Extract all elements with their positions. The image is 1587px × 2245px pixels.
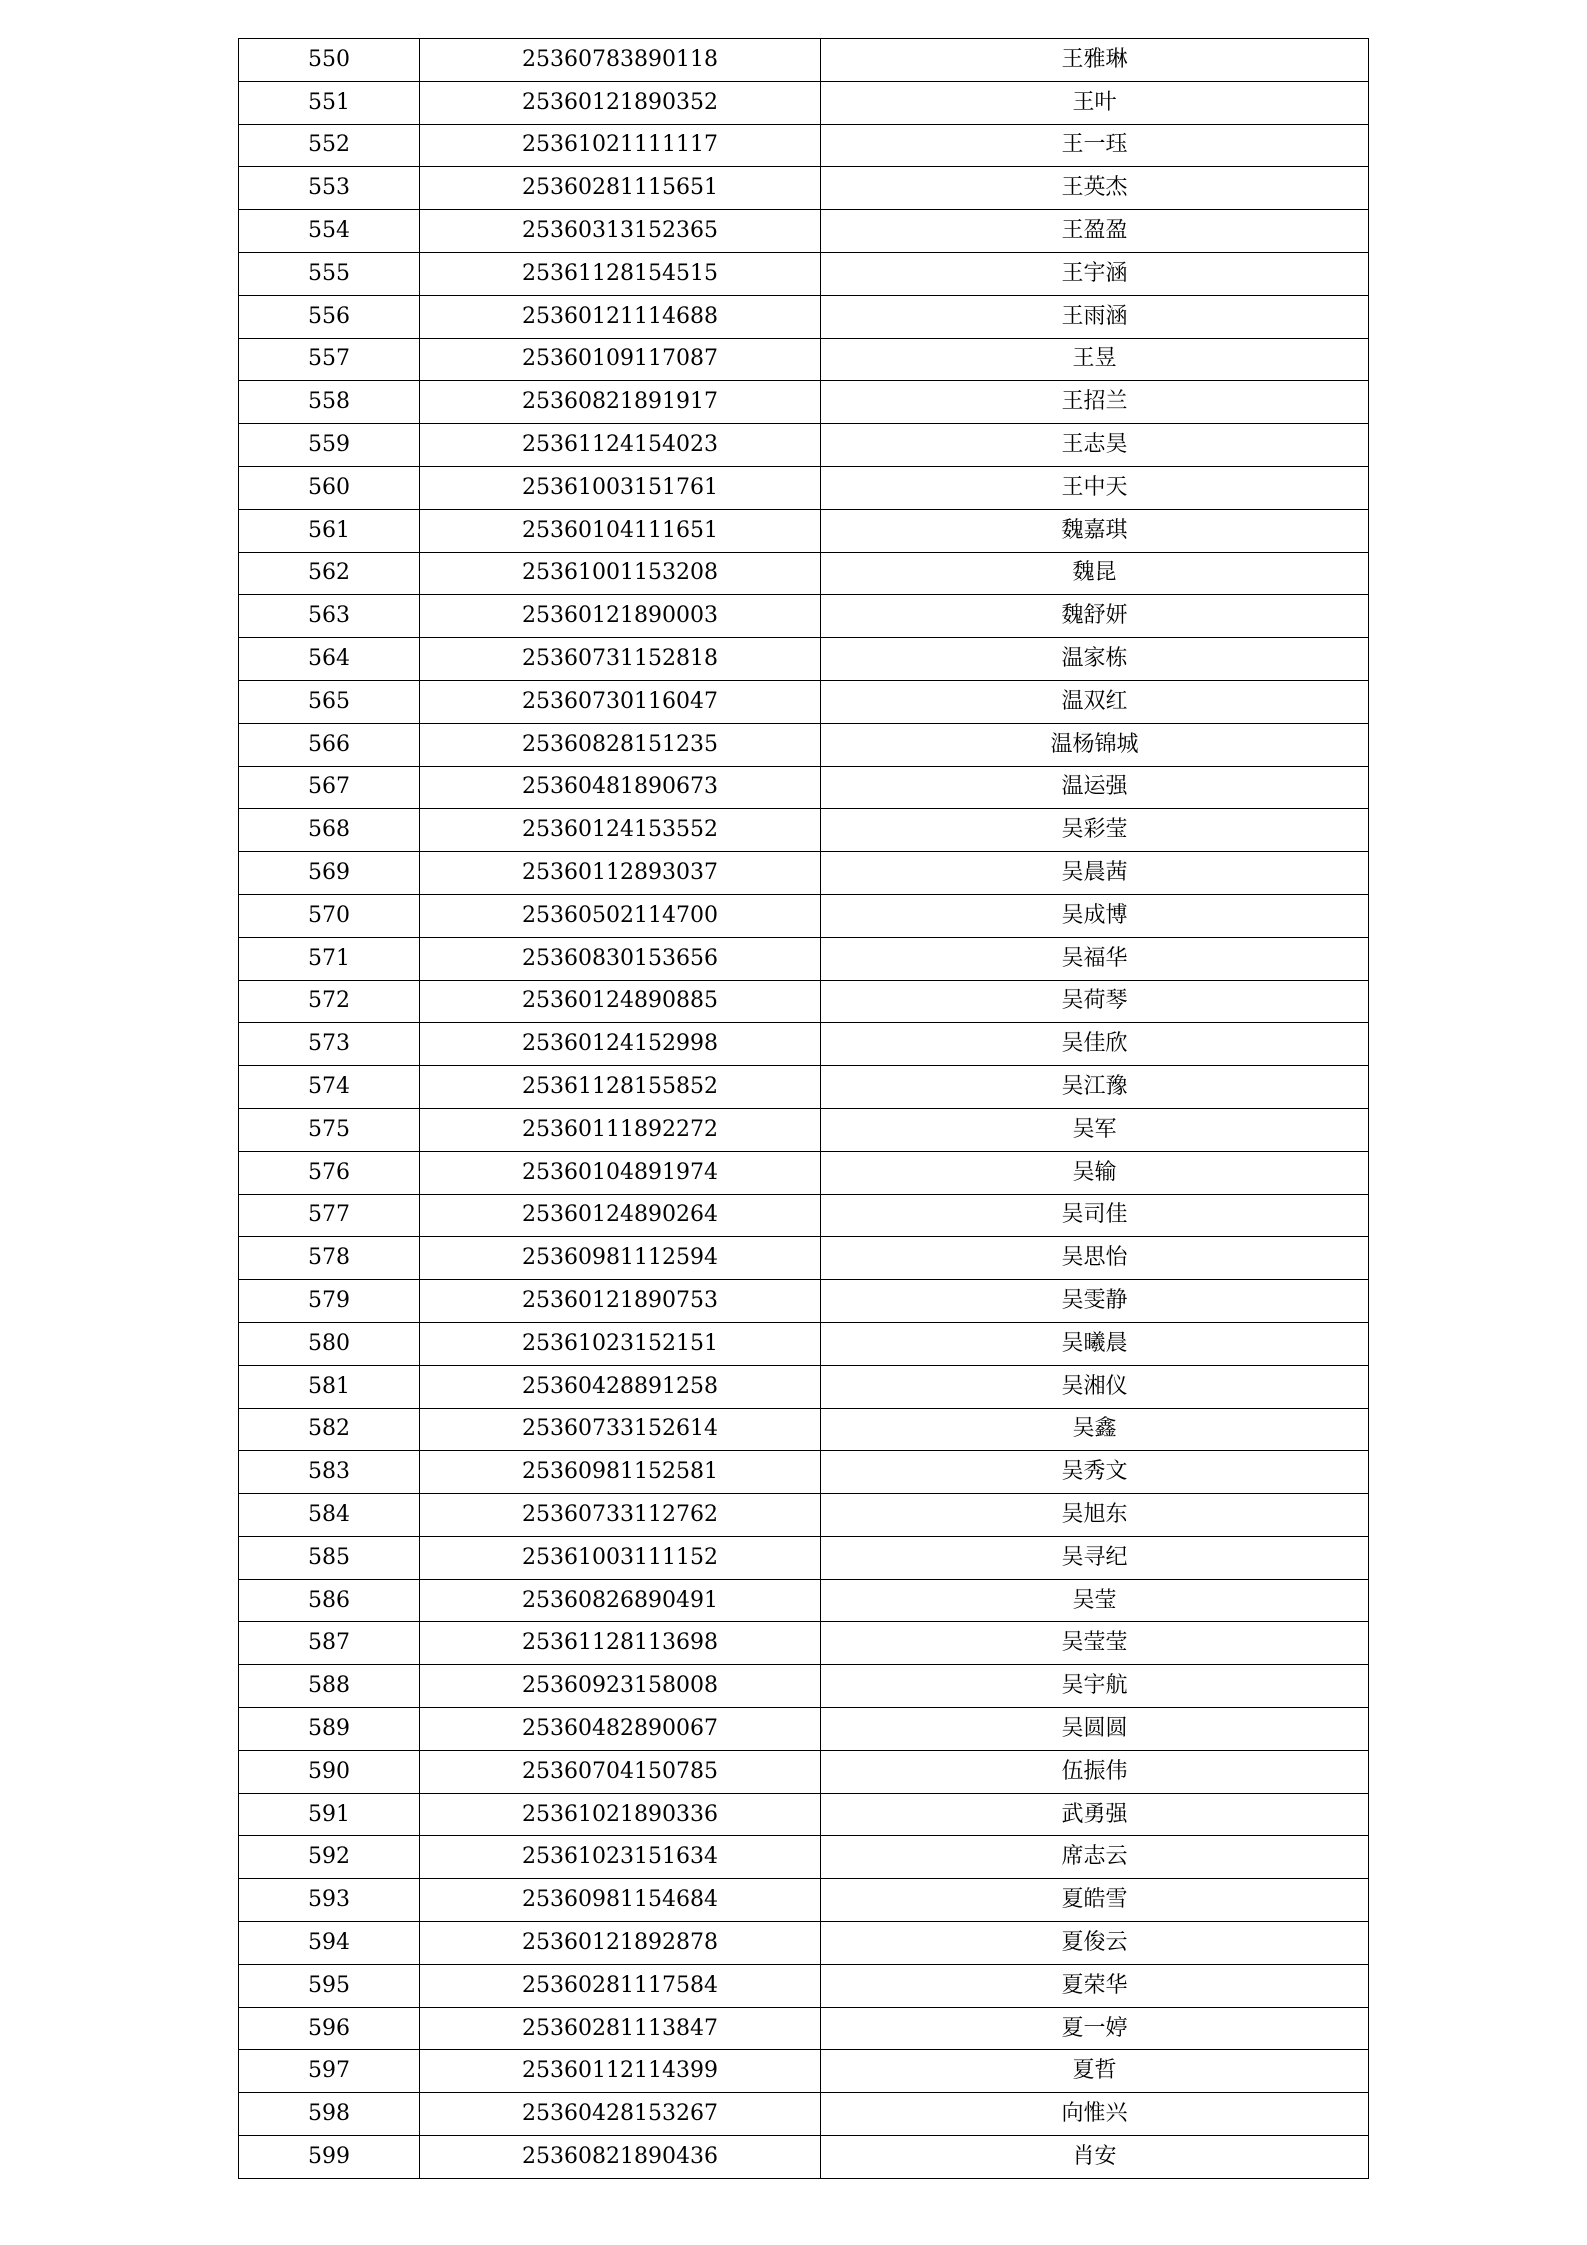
- row-number-cell: 570: [239, 894, 420, 937]
- candidate-name-cell: 吴荷琴: [821, 980, 1369, 1023]
- candidate-id-cell: 25360481890673: [420, 766, 821, 809]
- table-row: [239, 1194, 1369, 1237]
- roster-table: [238, 38, 1369, 2179]
- row-number-cell: 582: [239, 1408, 420, 1451]
- candidate-id-cell: 25360821890436: [420, 2136, 821, 2179]
- row-number-cell: 563: [239, 595, 420, 638]
- candidate-name-cell: 吴旭东: [821, 1494, 1369, 1537]
- candidate-name-cell: 席志云: [821, 1836, 1369, 1879]
- candidate-id-cell: 25360121890003: [420, 595, 821, 638]
- candidate-id-cell: 25361001153208: [420, 552, 821, 595]
- table-row: [239, 2136, 1369, 2179]
- row-number-cell: 561: [239, 509, 420, 552]
- row-number-cell: 584: [239, 1494, 420, 1537]
- row-number-cell: 575: [239, 1108, 420, 1151]
- candidate-name-cell: 温双红: [821, 680, 1369, 723]
- table-row: [239, 1365, 1369, 1408]
- candidate-name-cell: 吴寻纪: [821, 1536, 1369, 1579]
- candidate-id-cell: 25360104891974: [420, 1151, 821, 1194]
- table-row: [239, 552, 1369, 595]
- table-row: [239, 1622, 1369, 1665]
- table-row: [239, 1708, 1369, 1751]
- table-row: [239, 1665, 1369, 1708]
- candidate-name-cell: 吴思怡: [821, 1237, 1369, 1280]
- table-row: [239, 1408, 1369, 1451]
- row-number-cell: 571: [239, 937, 420, 980]
- row-number-cell: 578: [239, 1237, 420, 1280]
- candidate-name-cell: 伍振伟: [821, 1750, 1369, 1793]
- candidate-name-cell: 吴晨茜: [821, 852, 1369, 895]
- table-row: [239, 1494, 1369, 1537]
- candidate-name-cell: 夏一婷: [821, 2007, 1369, 2050]
- table-row: [239, 980, 1369, 1023]
- table-row: [239, 2093, 1369, 2136]
- row-number-cell: 590: [239, 1750, 420, 1793]
- candidate-name-cell: 王志昊: [821, 424, 1369, 467]
- row-number-cell: 580: [239, 1322, 420, 1365]
- table-row: [239, 1964, 1369, 2007]
- row-number-cell: 596: [239, 2007, 420, 2050]
- row-number-cell: 579: [239, 1280, 420, 1323]
- row-number-cell: 550: [239, 39, 420, 82]
- table-row: [239, 723, 1369, 766]
- candidate-id-cell: 25360281115651: [420, 167, 821, 210]
- row-number-cell: 599: [239, 2136, 420, 2179]
- candidate-name-cell: 王盈盈: [821, 210, 1369, 253]
- table-row: [239, 466, 1369, 509]
- row-number-cell: 597: [239, 2050, 420, 2093]
- candidate-id-cell: 25360313152365: [420, 210, 821, 253]
- table-row: [239, 766, 1369, 809]
- candidate-name-cell: 吴圆圆: [821, 1708, 1369, 1751]
- candidate-name-cell: 吴福华: [821, 937, 1369, 980]
- candidate-id-cell: 25360733112762: [420, 1494, 821, 1537]
- table-row: [239, 252, 1369, 295]
- candidate-id-cell: 25360109117087: [420, 338, 821, 381]
- row-number-cell: 593: [239, 1879, 420, 1922]
- row-number-cell: 591: [239, 1793, 420, 1836]
- row-number-cell: 552: [239, 124, 420, 167]
- candidate-id-cell: 25360981152581: [420, 1451, 821, 1494]
- candidate-id-cell: 25361023152151: [420, 1322, 821, 1365]
- row-number-cell: 557: [239, 338, 420, 381]
- row-number-cell: 567: [239, 766, 420, 809]
- row-number-cell: 577: [239, 1194, 420, 1237]
- candidate-id-cell: 25360923158008: [420, 1665, 821, 1708]
- candidate-name-cell: 吴湘仪: [821, 1365, 1369, 1408]
- candidate-name-cell: 王一珏: [821, 124, 1369, 167]
- row-number-cell: 555: [239, 252, 420, 295]
- candidate-id-cell: 25360981112594: [420, 1237, 821, 1280]
- candidate-id-cell: 25360731152818: [420, 638, 821, 681]
- row-number-cell: 592: [239, 1836, 420, 1879]
- row-number-cell: 564: [239, 638, 420, 681]
- candidate-name-cell: 吴莹莹: [821, 1622, 1369, 1665]
- table-row: [239, 1280, 1369, 1323]
- candidate-id-cell: 25361023151634: [420, 1836, 821, 1879]
- row-number-cell: 553: [239, 167, 420, 210]
- candidate-name-cell: 夏哲: [821, 2050, 1369, 2093]
- candidate-name-cell: 王雅琳: [821, 39, 1369, 82]
- candidate-id-cell: 25360730116047: [420, 680, 821, 723]
- table-row: [239, 1151, 1369, 1194]
- candidate-name-cell: 吴司佳: [821, 1194, 1369, 1237]
- candidate-name-cell: 吴江豫: [821, 1066, 1369, 1109]
- candidate-name-cell: 吴鑫: [821, 1408, 1369, 1451]
- table-row: [239, 81, 1369, 124]
- candidate-id-cell: 25360821891917: [420, 381, 821, 424]
- row-number-cell: 559: [239, 424, 420, 467]
- table-row: [239, 1836, 1369, 1879]
- table-row: [239, 1579, 1369, 1622]
- candidate-id-cell: 25361003151761: [420, 466, 821, 509]
- row-number-cell: 588: [239, 1665, 420, 1708]
- candidate-id-cell: 25360704150785: [420, 1750, 821, 1793]
- candidate-id-cell: 25361021111117: [420, 124, 821, 167]
- candidate-id-cell: 25361021890336: [420, 1793, 821, 1836]
- candidate-id-cell: 25360112114399: [420, 2050, 821, 2093]
- row-number-cell: 569: [239, 852, 420, 895]
- row-number-cell: 585: [239, 1536, 420, 1579]
- candidate-id-cell: 25360112893037: [420, 852, 821, 895]
- candidate-id-cell: 25360124153552: [420, 809, 821, 852]
- candidate-id-cell: 25361124154023: [420, 424, 821, 467]
- candidate-name-cell: 吴曦晨: [821, 1322, 1369, 1365]
- row-number-cell: 566: [239, 723, 420, 766]
- table-row: [239, 1237, 1369, 1280]
- candidate-name-cell: 王宇涵: [821, 252, 1369, 295]
- candidate-name-cell: 吴成博: [821, 894, 1369, 937]
- table-row: [239, 167, 1369, 210]
- table-row: [239, 937, 1369, 980]
- row-number-cell: 574: [239, 1066, 420, 1109]
- row-number-cell: 581: [239, 1365, 420, 1408]
- candidate-name-cell: 王叶: [821, 81, 1369, 124]
- table-row: [239, 509, 1369, 552]
- candidate-name-cell: 温运强: [821, 766, 1369, 809]
- candidate-id-cell: 25360121890352: [420, 81, 821, 124]
- candidate-id-cell: 25360121114688: [420, 295, 821, 338]
- candidate-id-cell: 25360121892878: [420, 1922, 821, 1965]
- table-row: [239, 381, 1369, 424]
- candidate-id-cell: 25360828151235: [420, 723, 821, 766]
- candidate-name-cell: 魏嘉琪: [821, 509, 1369, 552]
- row-number-cell: 560: [239, 466, 420, 509]
- candidate-name-cell: 吴军: [821, 1108, 1369, 1151]
- table-row: [239, 1750, 1369, 1793]
- candidate-name-cell: 夏荣华: [821, 1964, 1369, 2007]
- candidate-name-cell: 向惟兴: [821, 2093, 1369, 2136]
- table-row: [239, 809, 1369, 852]
- table-row: [239, 1023, 1369, 1066]
- table-row: [239, 124, 1369, 167]
- candidate-id-cell: 25361003111152: [420, 1536, 821, 1579]
- candidate-name-cell: 吴佳欣: [821, 1023, 1369, 1066]
- candidate-id-cell: 25360111892272: [420, 1108, 821, 1151]
- row-number-cell: 568: [239, 809, 420, 852]
- table-row: [239, 210, 1369, 253]
- row-number-cell: 556: [239, 295, 420, 338]
- candidate-id-cell: 25360482890067: [420, 1708, 821, 1751]
- candidate-name-cell: 肖安: [821, 2136, 1369, 2179]
- candidate-id-cell: 25360281117584: [420, 1964, 821, 2007]
- row-number-cell: 576: [239, 1151, 420, 1194]
- table-row: [239, 1322, 1369, 1365]
- candidate-name-cell: 王英杰: [821, 167, 1369, 210]
- candidate-name-cell: 王昱: [821, 338, 1369, 381]
- candidate-name-cell: 吴秀文: [821, 1451, 1369, 1494]
- row-number-cell: 594: [239, 1922, 420, 1965]
- row-number-cell: 558: [239, 381, 420, 424]
- candidate-id-cell: 25360124152998: [420, 1023, 821, 1066]
- row-number-cell: 573: [239, 1023, 420, 1066]
- table-row: [239, 39, 1369, 82]
- roster-body: [239, 39, 1369, 2179]
- row-number-cell: 587: [239, 1622, 420, 1665]
- candidate-id-cell: 25360981154684: [420, 1879, 821, 1922]
- candidate-id-cell: 25361128113698: [420, 1622, 821, 1665]
- candidate-name-cell: 吴宇航: [821, 1665, 1369, 1708]
- candidate-id-cell: 25360428891258: [420, 1365, 821, 1408]
- table-row: [239, 1879, 1369, 1922]
- table-row: [239, 852, 1369, 895]
- table-row: [239, 338, 1369, 381]
- candidate-name-cell: 魏舒妍: [821, 595, 1369, 638]
- table-row: [239, 295, 1369, 338]
- candidate-id-cell: 25360121890753: [420, 1280, 821, 1323]
- table-row: [239, 1108, 1369, 1151]
- candidate-name-cell: 武勇强: [821, 1793, 1369, 1836]
- table-row: [239, 1922, 1369, 1965]
- candidate-name-cell: 夏俊云: [821, 1922, 1369, 1965]
- candidate-name-cell: 吴输: [821, 1151, 1369, 1194]
- table-row: [239, 638, 1369, 681]
- candidate-id-cell: 25361128154515: [420, 252, 821, 295]
- candidate-id-cell: 25360124890885: [420, 980, 821, 1023]
- candidate-id-cell: 25360281113847: [420, 2007, 821, 2050]
- row-number-cell: 554: [239, 210, 420, 253]
- candidate-name-cell: 魏昆: [821, 552, 1369, 595]
- row-number-cell: 589: [239, 1708, 420, 1751]
- table-row: [239, 680, 1369, 723]
- candidate-id-cell: 25360826890491: [420, 1579, 821, 1622]
- table-row: [239, 2007, 1369, 2050]
- table-row: [239, 424, 1369, 467]
- candidate-name-cell: 王雨涵: [821, 295, 1369, 338]
- candidate-name-cell: 王中天: [821, 466, 1369, 509]
- row-number-cell: 598: [239, 2093, 420, 2136]
- table-row: [239, 1066, 1369, 1109]
- row-number-cell: 562: [239, 552, 420, 595]
- candidate-name-cell: 王招兰: [821, 381, 1369, 424]
- row-number-cell: 583: [239, 1451, 420, 1494]
- candidate-name-cell: 夏皓雪: [821, 1879, 1369, 1922]
- candidate-name-cell: 温家栋: [821, 638, 1369, 681]
- candidate-id-cell: 25360783890118: [420, 39, 821, 82]
- row-number-cell: 572: [239, 980, 420, 1023]
- table-row: [239, 1451, 1369, 1494]
- candidate-id-cell: 25360428153267: [420, 2093, 821, 2136]
- candidate-name-cell: 吴彩莹: [821, 809, 1369, 852]
- candidate-id-cell: 25360104111651: [420, 509, 821, 552]
- candidate-name-cell: 吴雯静: [821, 1280, 1369, 1323]
- table-row: [239, 595, 1369, 638]
- candidate-id-cell: 25361128155852: [420, 1066, 821, 1109]
- candidate-name-cell: 温杨锦城: [821, 723, 1369, 766]
- table-row: [239, 1536, 1369, 1579]
- table-row: [239, 1793, 1369, 1836]
- candidate-id-cell: 25360124890264: [420, 1194, 821, 1237]
- row-number-cell: 595: [239, 1964, 420, 2007]
- candidate-id-cell: 25360733152614: [420, 1408, 821, 1451]
- row-number-cell: 565: [239, 680, 420, 723]
- row-number-cell: 551: [239, 81, 420, 124]
- candidate-id-cell: 25360830153656: [420, 937, 821, 980]
- candidate-name-cell: 吴莹: [821, 1579, 1369, 1622]
- table-row: [239, 2050, 1369, 2093]
- candidate-id-cell: 25360502114700: [420, 894, 821, 937]
- table-row: [239, 894, 1369, 937]
- row-number-cell: 586: [239, 1579, 420, 1622]
